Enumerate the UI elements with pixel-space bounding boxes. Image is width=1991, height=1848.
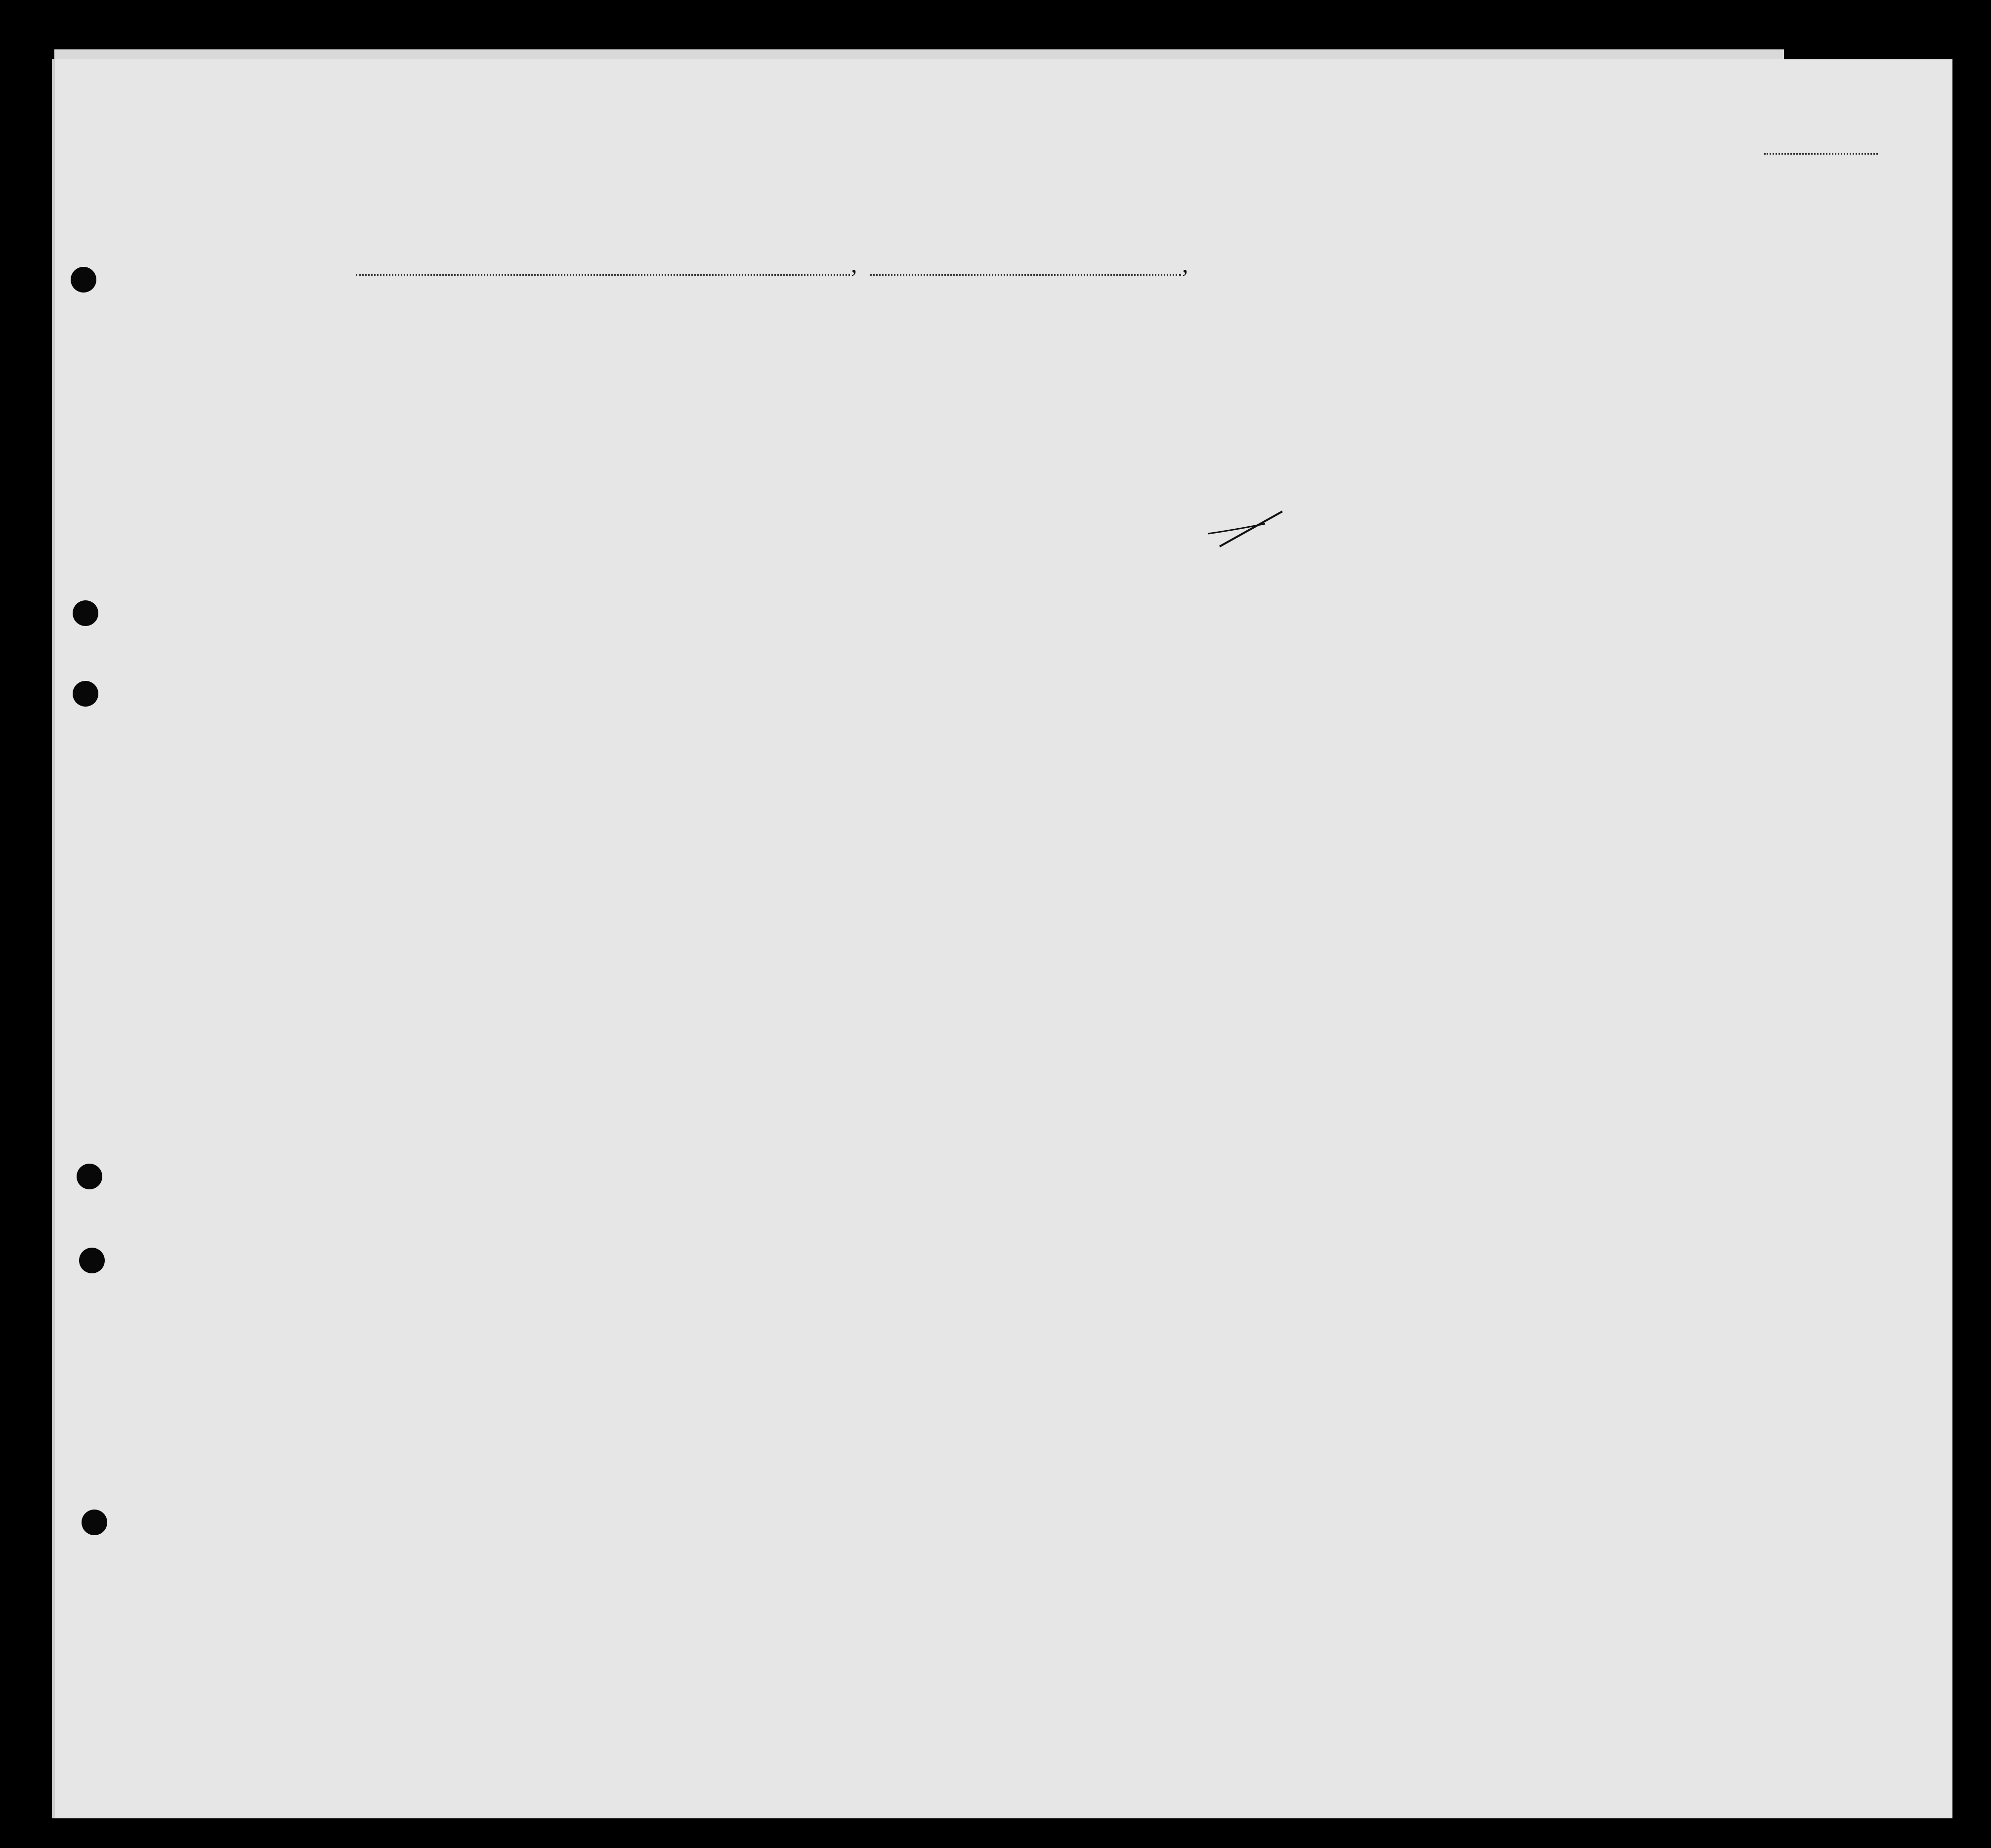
- header-q29: [1418, 346, 1460, 474]
- header-q28: [1361, 346, 1416, 474]
- comma: ,: [851, 250, 857, 278]
- header-purpose-citizen: [1228, 368, 1258, 474]
- header-prison: [1263, 346, 1312, 474]
- header-fifty-dollars: [702, 336, 731, 479]
- comma: ,: [1182, 250, 1188, 278]
- header-ticket: [582, 336, 607, 479]
- header-purpose-length: [1191, 368, 1221, 474]
- header-anarchist: [1340, 346, 1362, 474]
- header-purpose-return: [1156, 368, 1186, 474]
- header-polygamist: [1314, 346, 1337, 474]
- header-q30: [1459, 346, 1479, 474]
- header-feet: [1615, 425, 1639, 464]
- header-q31: [1479, 346, 1499, 474]
- header-inches: [1640, 425, 1663, 464]
